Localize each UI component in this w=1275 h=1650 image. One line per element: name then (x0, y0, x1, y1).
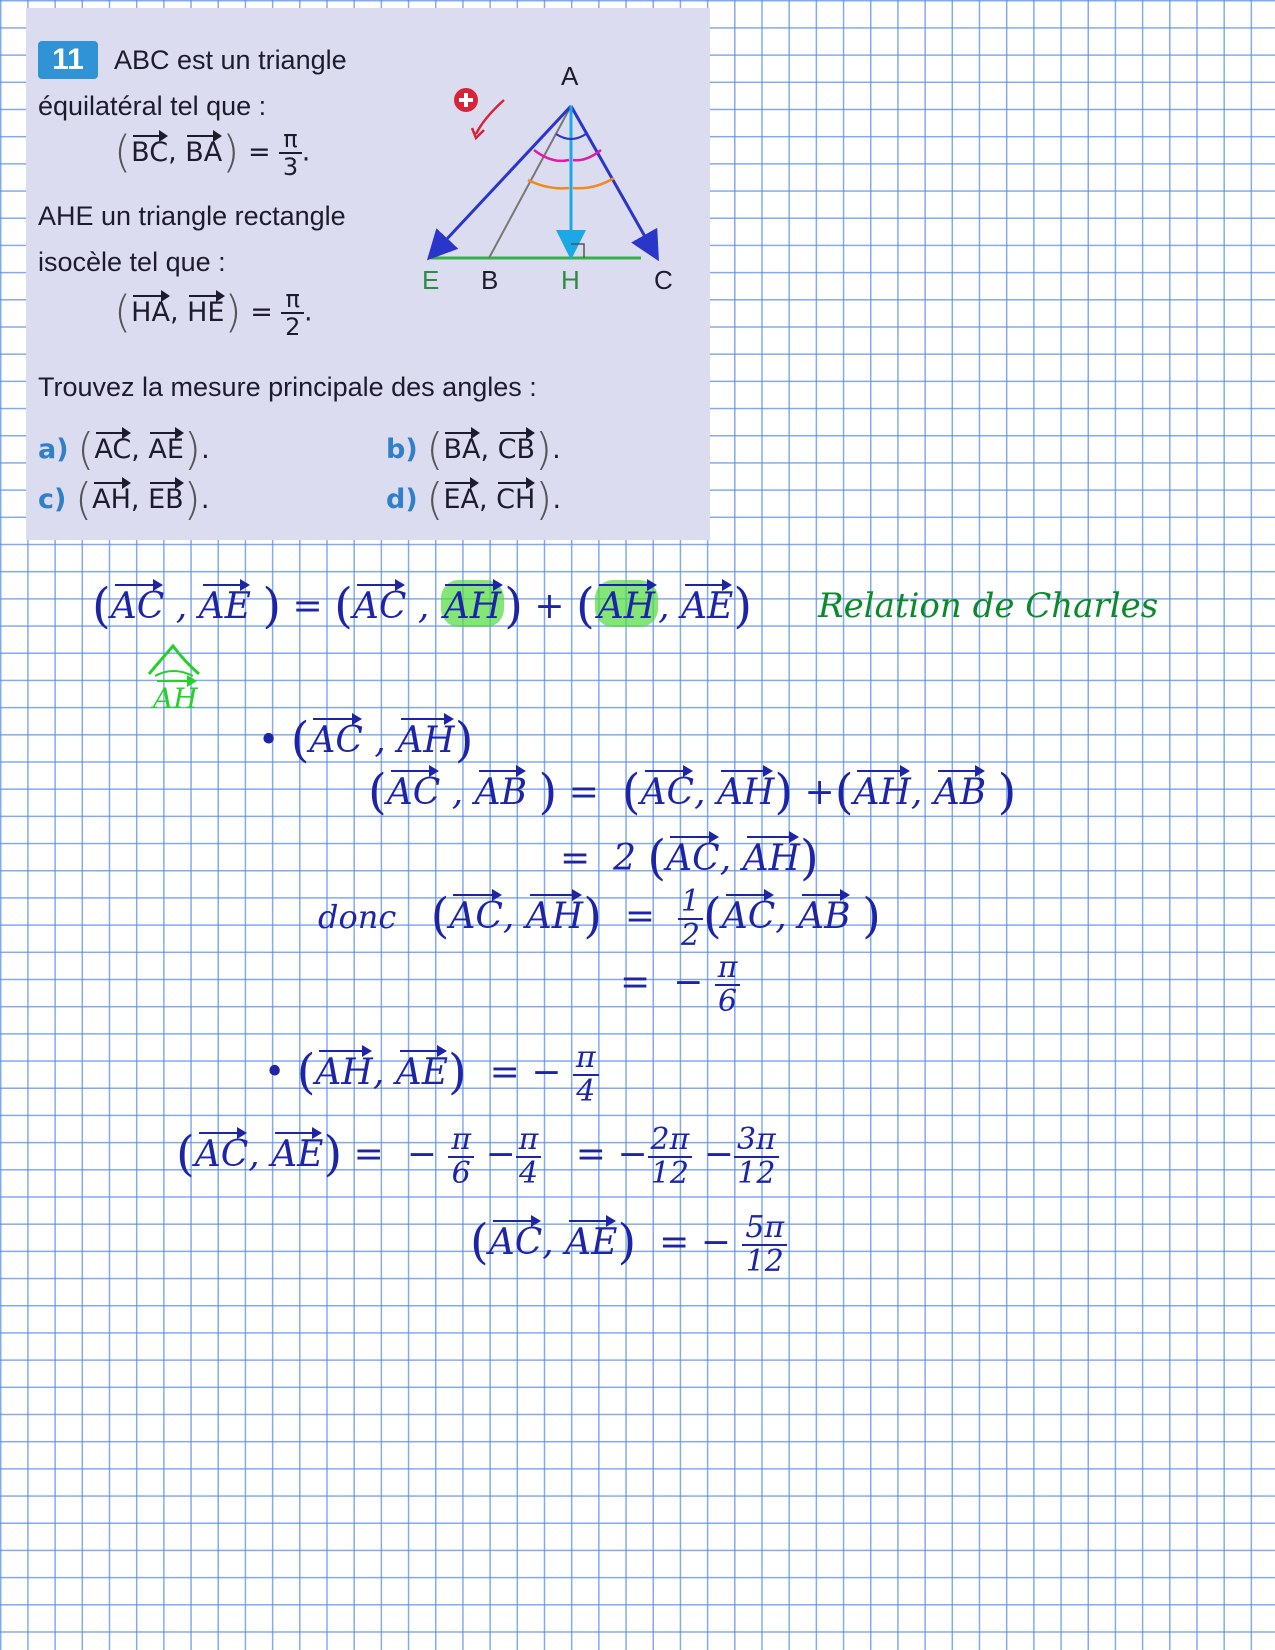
exercise-line-4: isocèle tel que : (38, 247, 226, 277)
work-line-4: = 2 (AC, AH) (560, 830, 819, 886)
charles-label: Relation de Charles (818, 586, 1159, 626)
label-a: A (561, 61, 579, 91)
item-a: a) (AC, AE). (38, 424, 210, 475)
exercise-box (26, 8, 710, 540)
work-line-1: (AC , AE ) = (AC , AH) + (AH, AE) (92, 578, 753, 634)
item-c: c) (AH, EB). (38, 474, 210, 525)
triangle-figure (406, 58, 706, 298)
label-h: H (561, 265, 580, 295)
work-line-7: • (AH, AE) = − $\frac{\pi}{4}$ (264, 1042, 599, 1108)
item-d: d) (EA, CH). (386, 474, 562, 525)
work-line-6: = − $\frac{\pi}{6}$ (620, 952, 740, 1018)
annotation-caret (145, 640, 205, 680)
item-b: b) (BA, CB). (386, 424, 561, 475)
question-text: Trouvez la mesure principale des angles : (38, 372, 537, 402)
plus-circle-icon (454, 88, 478, 112)
exercise-line-1: ABC est un triangle (114, 45, 347, 75)
label-b: B (481, 265, 499, 295)
work-line-8: (AC, AE) = − $\frac{\pi}{6}$ − $\frac{\pi}{4}$ = − $\frac{2\pi}{12}$ − $\frac{3\pi}{12}$ (176, 1124, 779, 1190)
annotation-ah: AH (153, 676, 198, 715)
work-line-2: • (AC , AH) (258, 712, 474, 768)
vector-he: HE (187, 293, 224, 328)
vector-ba: BA (185, 133, 222, 168)
condition-1: (BC, BA) = $\frac{\pi}{3}$ . (114, 125, 311, 181)
label-e: E (422, 265, 440, 295)
work-line-3: (AC , AB ) = (AC, AH) +(AH, AB ) (368, 764, 1017, 820)
work-line-9: (AC, AE) = − $\frac{5\pi}{12}$ (470, 1212, 787, 1278)
condition-2: (HA, HE) = $\frac{\pi}{2}$ . (114, 285, 313, 341)
exercise-line-2: équilatéral tel que : (38, 91, 267, 121)
label-c: C (654, 265, 673, 295)
exercise-line-3: AHE un triangle rectangle (38, 201, 346, 231)
work-line-5: donc (AC, AH) = $\frac{1}{2}$ (AC, AB ) (318, 884, 881, 953)
vector-ha: HA (131, 293, 170, 328)
vector-bc: BC (131, 133, 168, 168)
exercise-number: 11 (38, 41, 98, 79)
